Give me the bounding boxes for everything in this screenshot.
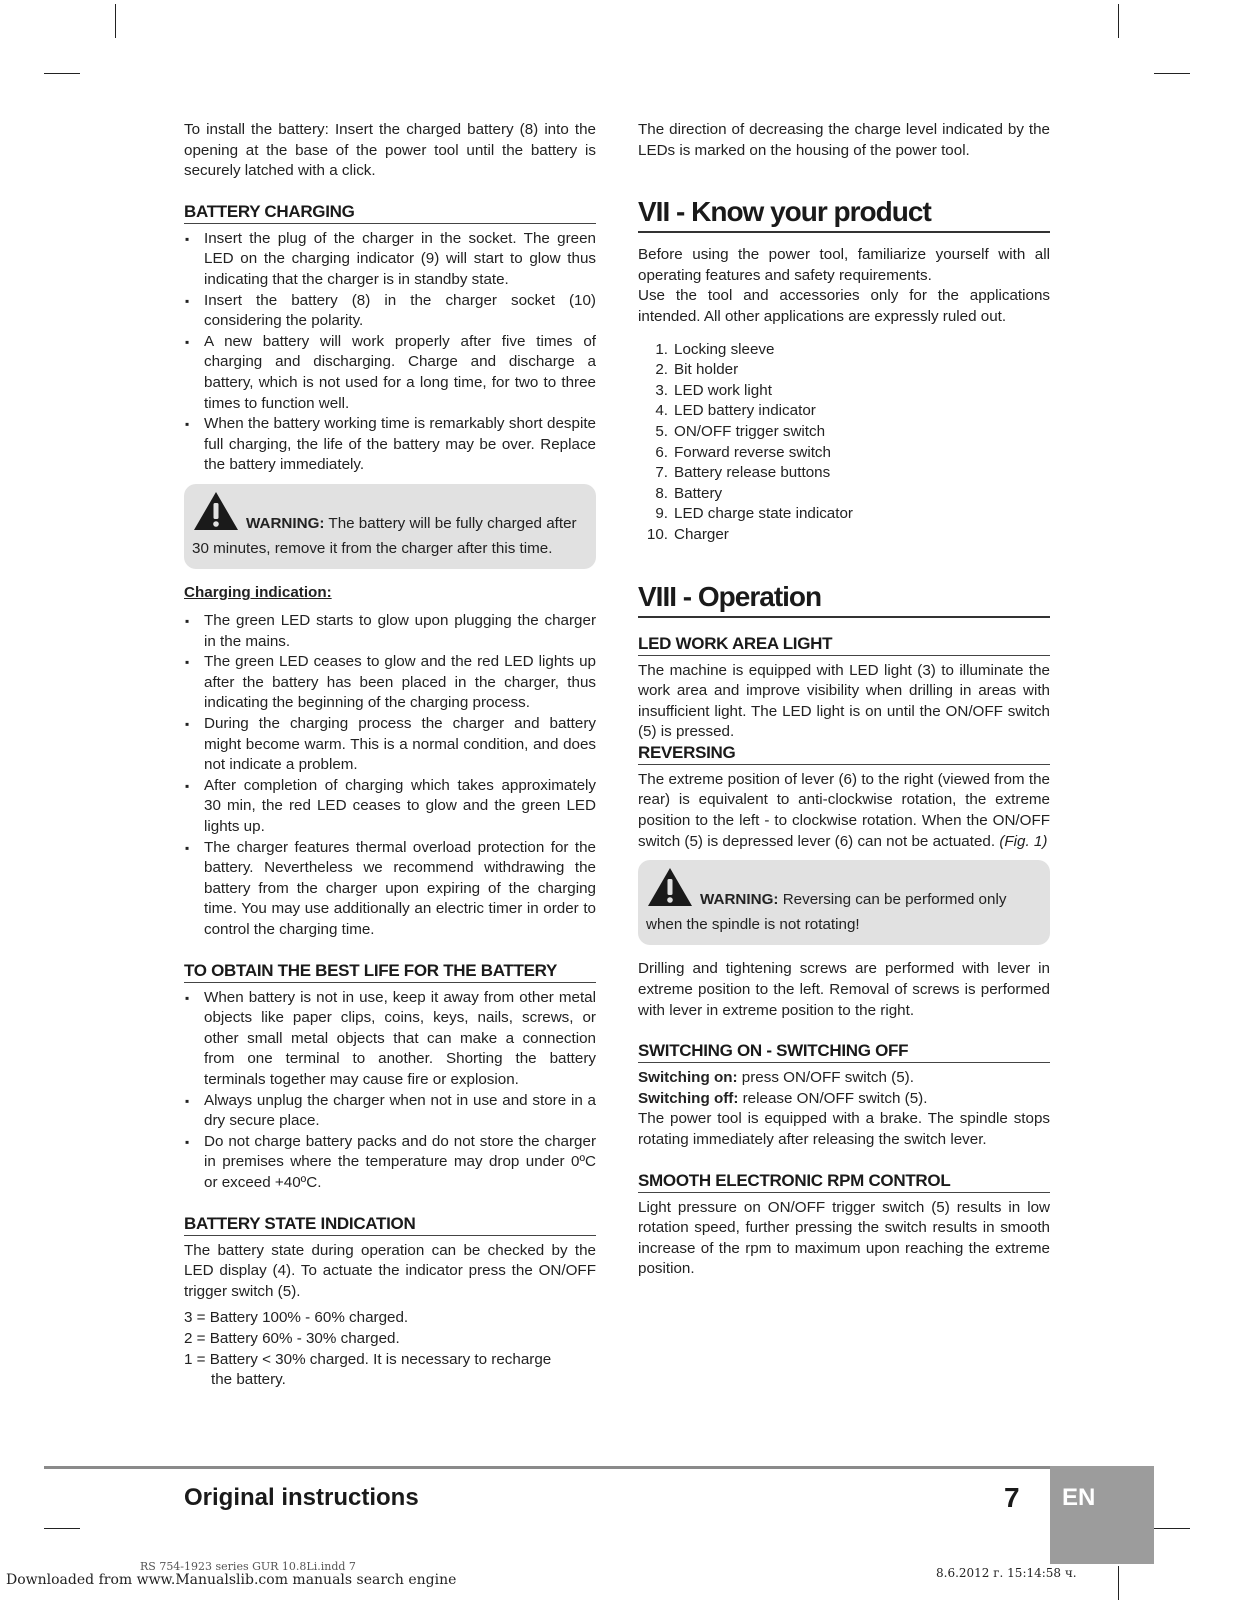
list-item: 5. ON/OFF trigger switch [655,422,826,440]
list-item: ▪ After completion of charging which takes approximately 30 min, the red LED ceases to glow and the green LED lights up. [184,776,596,838]
crop-mark [115,4,116,38]
reversing-warning-box [638,860,1050,945]
state-line: the battery. [211,1371,286,1389]
operation-heading: VIII - Operation [638,580,1050,618]
know-text: Use the tool and accessories only for the applications intended. All other applications are expressly ruled out. [638,287,1050,325]
list-item: 3. LED work light [655,381,772,399]
battery-state-heading: BATTERY STATE INDICATION [184,1214,596,1236]
charging-indication-heading: Charging indication: [184,584,332,602]
install-text: To install the battery: Insert the charged battery (8) into the opening at the base of the power tool until the battery is securely latched with a click. [184,121,596,180]
direction-text: The direction of decreasing the charge level indicated by the LEDs is marked on the housing of the power tool. [638,121,1050,159]
warning-label: WARNING: [700,891,779,909]
crop-mark [1154,73,1190,74]
list-item: 8. Battery [655,484,723,502]
crop-mark [1154,1528,1190,1529]
list-item: ▪ When the battery working time is remarkably short despite full charging, the life of the battery may be over. Replace the battery immediately. [184,414,596,476]
warning-text: The battery will be fully charged after 30 minutes, remove it from the charger after this time. [192,514,577,557]
list-item: ▪ Insert the battery (8) in the charger socket (10) considering the polarity. [184,291,596,332]
file-slug: RS 754-1923 series GUR 10.8Li.indd 7 [140,1560,356,1573]
rpm-text: Light pressure on ON/OFF trigger switch (5) results in low rotation speed, further pressing the switch results in smooth increase of the rpm to maximum upon reaching the extreme position. [638,1198,1050,1278]
figure-reference: (Fig. 1) [999,832,1048,850]
parts-list [638,340,1050,546]
list-item: 1. Locking sleeve [655,340,775,358]
list-item: 9. LED charge state indicator [655,505,853,523]
list-item: ▪ During the charging process the charger and battery might become warm. This is a normal condition, and does not indicate a problem. [184,714,596,776]
list-item: ▪ Insert the plug of the charger in the socket. The green LED on the charging indicator (9) will start to glow thus indicating that the charger is in standby state. [184,229,596,291]
footer-rule [44,1466,1050,1469]
warning-label: WARNING: [246,514,325,532]
list-item: ▪ The green LED ceases to glow and the red LED lights up after the battery has been placed in the charger, thus indicating the beginning of the charging process. [184,652,596,714]
list-item: ▪ Do not charge battery packs and do not store the charger in premises where the temperature may drop under 0ºC or exceed +40ºC. [184,1132,596,1194]
drilling-text: Drilling and tightening screws are performed with lever in extreme position to the left. Removal of screws is performed with lever in extreme position to the right. [638,960,1050,1019]
list-item: ▪ A new battery will work properly after five times of charging and discharging. Charge and discharge a battery, which is not used for a long time, for two to three times to function well. [184,332,596,414]
page-number: 7 [1004,1482,1020,1513]
list-item: ▪ Always unplug the charger when not in use and store in a dry secure place. [184,1091,596,1132]
switching-heading: SWITCHING ON - SWITCHING OFF [638,1041,1050,1063]
crop-mark [44,73,80,74]
led-work-area-heading: LED WORK AREA LIGHT [638,634,1050,656]
brake-text: The power tool is equipped with a brake. The spindle stops rotating immediately after releasing the switch lever. [638,1110,1050,1148]
warning-icon [646,866,694,915]
print-datetime: 8.6.2012 г. 15:14:58 ч. [936,1566,1077,1580]
list-item: ▪ The charger features thermal overload protection for the battery. Nevertheless we recommend withdrawing the battery from the charger upon expiring of the charging time. You may use additionally an electric timer in order to control the charging time. [184,838,596,941]
language-tab [1050,1466,1154,1564]
charging-list [184,229,596,476]
rpm-control-heading: SMOOTH ELECTRONIC RPM CONTROL [638,1171,1050,1193]
charging-warning-box [184,484,596,569]
switching-on-text: Switching on: press ON/OFF switch (5). [638,1069,914,1087]
switching-off-text: Switching off: release ON/OFF switch (5). [638,1089,928,1107]
left-column [184,120,596,1391]
best-life-list [184,988,596,1194]
battery-charging-heading: BATTERY CHARGING [184,202,596,224]
state-line: 2 = Battery 60% - 30% charged. [184,1329,400,1347]
language-code: EN [1062,1484,1096,1511]
warning-text: Reversing can be performed only when the spindle is not rotating! [646,891,1007,933]
state-line: 3 = Battery 100% - 60% charged. [184,1309,409,1327]
list-item: 6. Forward reverse switch [655,443,831,461]
right-column [638,120,1050,1280]
best-life-heading: TO OBTAIN THE BEST LIFE FOR THE BATTERY [184,961,596,983]
list-item: ▪ When battery is not in use, keep it away from other metal objects like paper clips, coins, keys, nails, screws, or other small metal objects that can make a connection from one terminal to another. Shorting the battery terminals together may cause fire or explosion. [184,988,596,1091]
list-item: 2. Bit holder [655,361,739,379]
battery-state-text: The battery state during operation can be checked by the LED display (4). To actuate the indicator press the ON/OFF trigger switch (5). [184,1241,596,1300]
know-your-product-heading: VII - Know your product [638,195,1050,233]
crop-mark [44,1528,80,1529]
download-source[interactable]: Downloaded from www.Manualslib.com manuals search engine [6,1572,457,1588]
indication-list [184,611,596,941]
list-item: ▪ The green LED starts to glow upon plugging the charger in the mains. [184,611,596,652]
list-item: 4. LED battery indicator [655,402,816,420]
crop-mark [1118,4,1119,38]
list-item: 7. Battery release buttons [655,464,831,482]
list-item: 10. Charger [646,525,729,543]
know-text: Before using the power tool, familiarize yourself with all operating features and safety requirements. [638,246,1050,284]
reversing-heading: REVERSING [638,743,1050,765]
warning-icon [192,490,240,539]
state-line: 1 = Battery < 30% charged. It is necessary to recharge [184,1350,552,1368]
led-text: The machine is equipped with LED light (3) to illuminate the work area and improve visibility when drilling in areas with insufficient light. The LED light is on until the ON/OFF switch (5) is pressed. [638,661,1050,741]
footer-title: Original instructions [184,1484,419,1511]
crop-mark [1118,1566,1119,1600]
reversing-text: The extreme position of lever (6) to the right (viewed from the rear) is equivalent to anti-clockwise rotation, the extreme position to the left - to clockwise rotation. When the ON/OFF switch (5) is depressed lever (6) can not be actuated. (Fig. 1) [638,770,1050,850]
